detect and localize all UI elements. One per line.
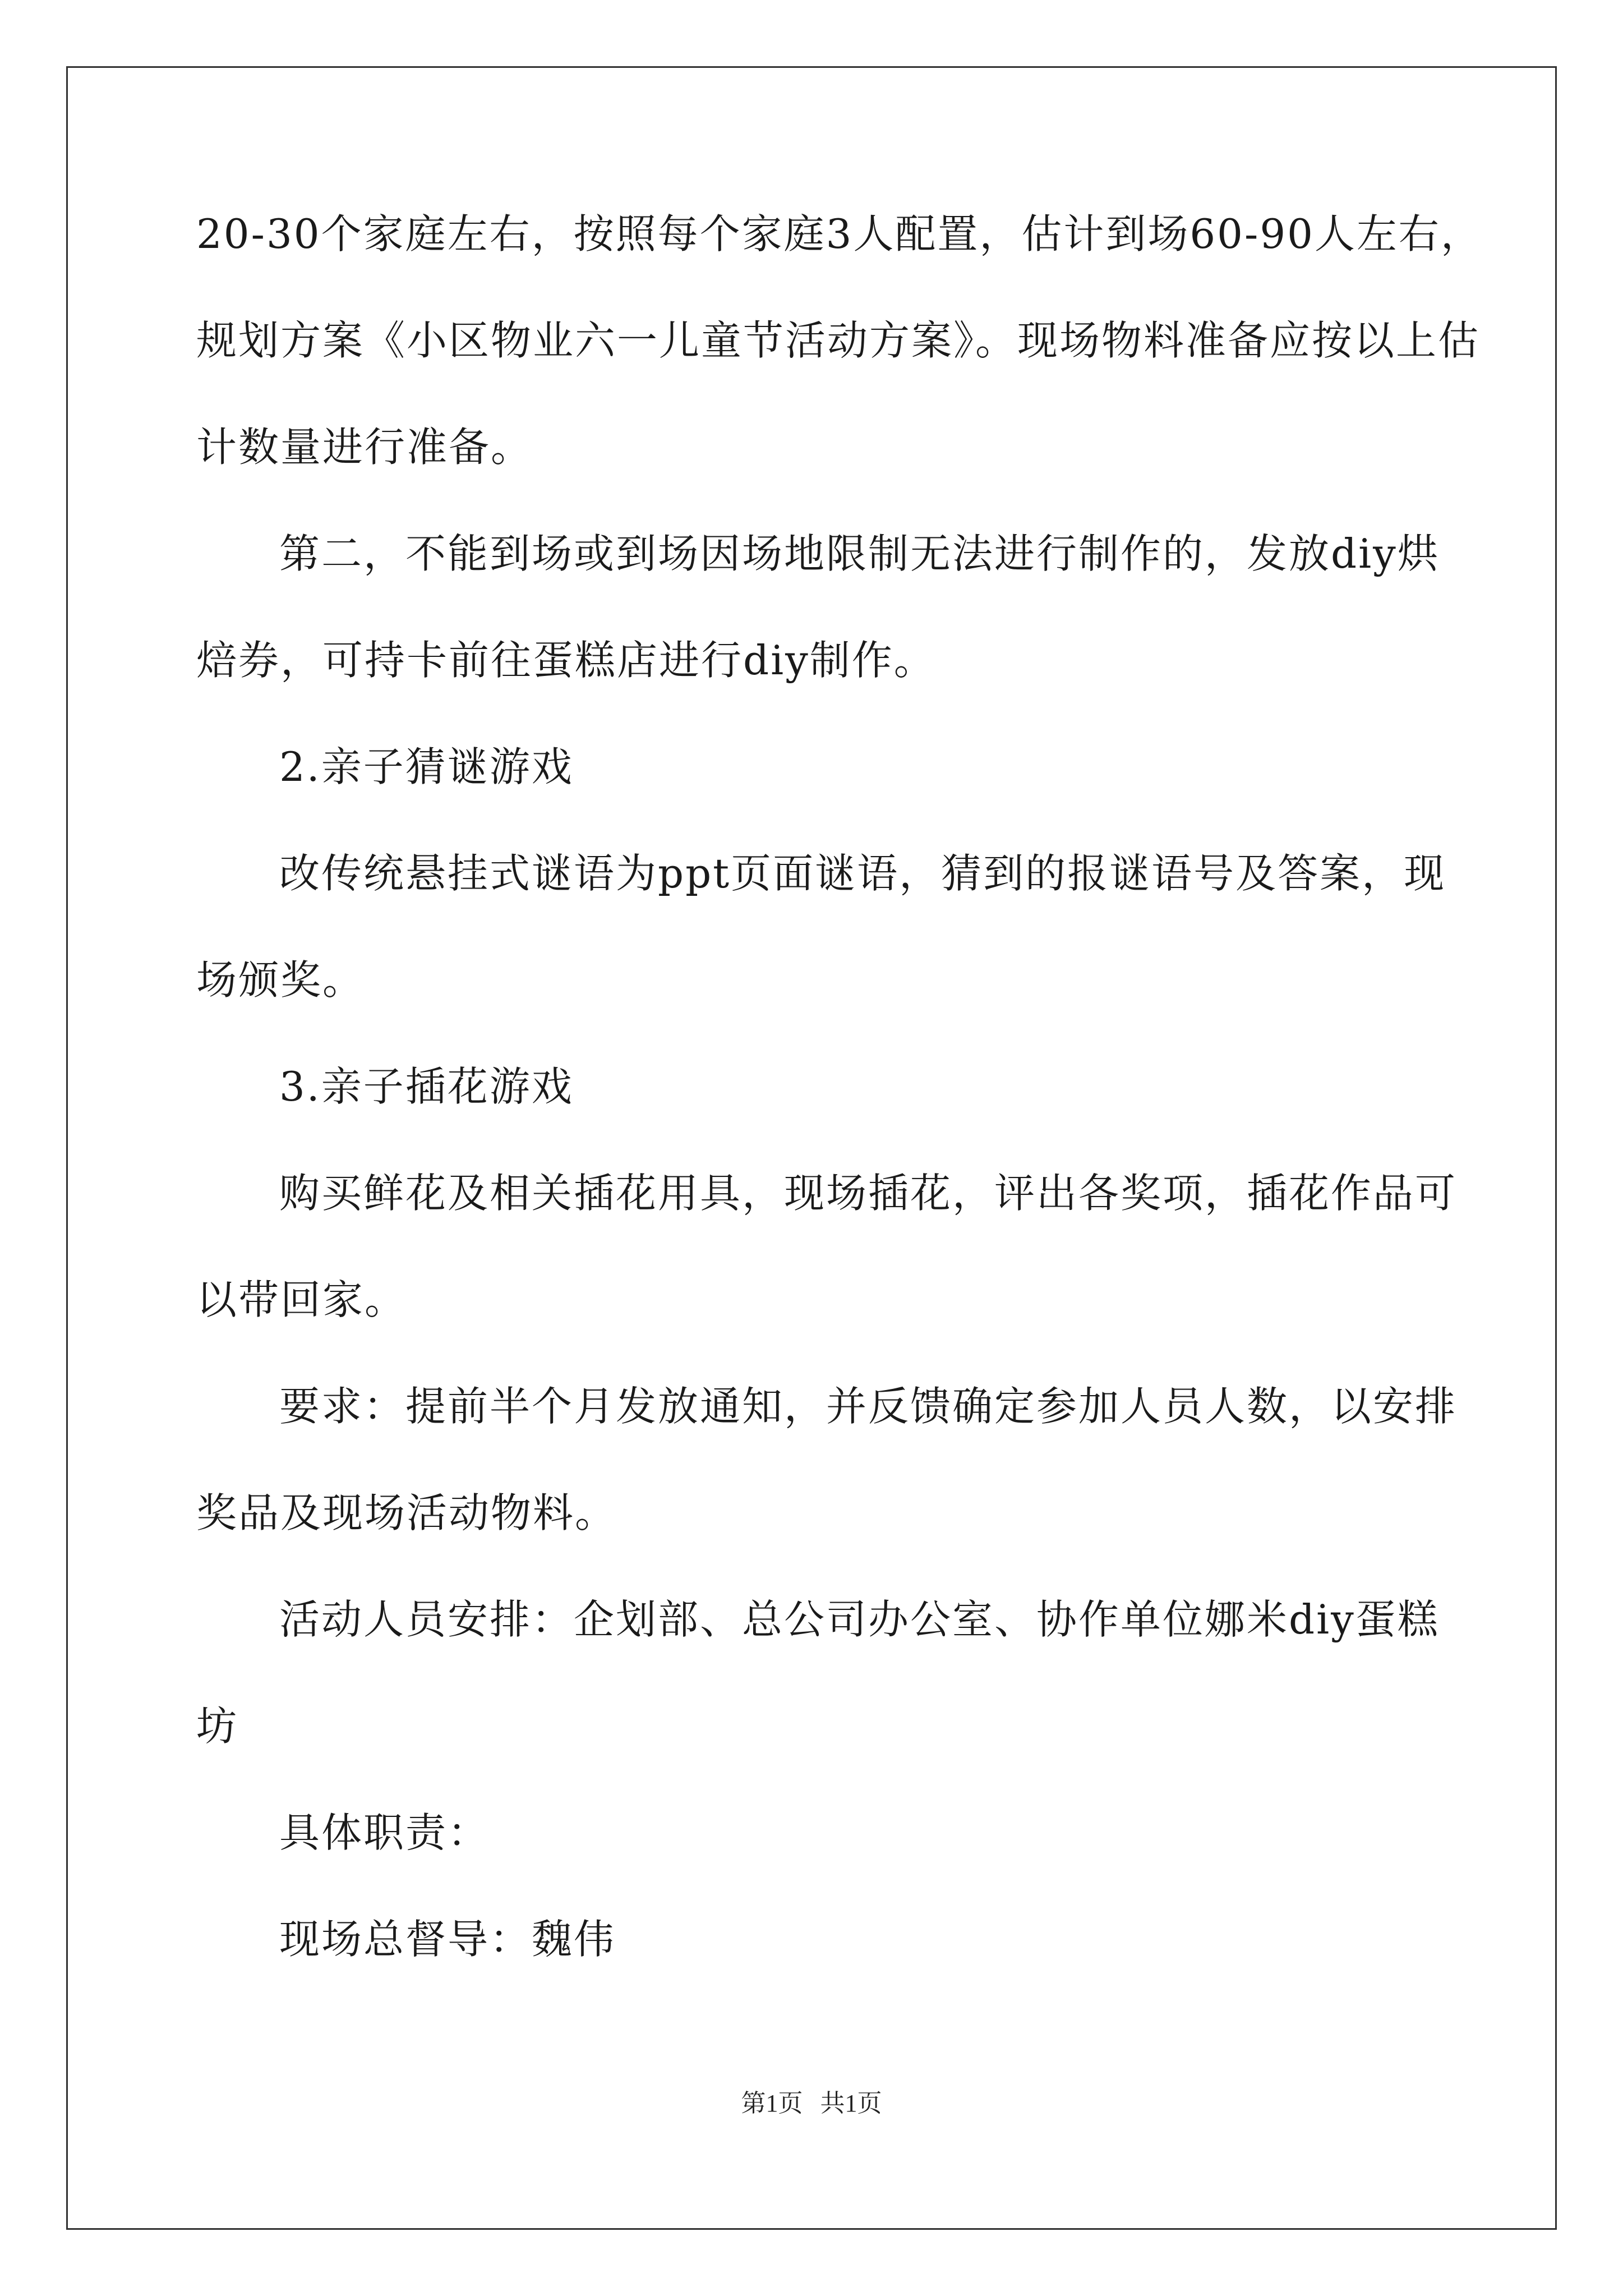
text-line: 焙券，可持卡前往蛋糕店进行diy制作。 <box>196 637 936 684</box>
text-line: 活动人员安排：企划部、总公司办公室、协作单位娜米diy蛋糕 <box>279 1596 1440 1643</box>
text-line: 奖品及现场活动物料。 <box>196 1489 617 1536</box>
page-footer <box>0 2087 1623 2120</box>
text-line: 现场总督导：魏伟 <box>279 1916 616 1963</box>
text-line: 计数量进行准备。 <box>196 424 533 471</box>
page-total: 共1页 <box>820 2090 882 2117</box>
text-line: 第二，不能到场或到场因场地限制无法进行制作的，发放diy烘 <box>279 530 1440 577</box>
section-heading: 2.亲子猜谜游戏 <box>279 743 574 790</box>
text-line: 改传统悬挂式谜语为ppt页面谜语，猜到的报谜语号及答案，现 <box>279 850 1446 897</box>
text-line: 20-30个家庭左右，按照每个家庭3人配置，估计到场60-90人左右， <box>196 210 1483 257</box>
text-line: 场颁奖。 <box>196 956 365 1004</box>
page-border <box>66 66 1557 2230</box>
page-number: 第1页 <box>741 2090 803 2117</box>
text-line: 具体职责： <box>279 1809 490 1856</box>
text-line: 规划方案《小区物业六一儿童节活动方案》。现场物料准备应按以上估 <box>196 317 1481 364</box>
section-heading: 3.亲子插花游戏 <box>279 1063 574 1110</box>
text-line: 坊 <box>196 1703 239 1750</box>
text-line: 以带回家。 <box>196 1276 407 1323</box>
text-line: 购买鲜花及相关插花用具，现场插花，评出各奖项，插花作品可 <box>279 1170 1458 1217</box>
text-line: 要求：提前半个月发放通知，并反馈确定参加人员人数，以安排 <box>279 1383 1458 1430</box>
